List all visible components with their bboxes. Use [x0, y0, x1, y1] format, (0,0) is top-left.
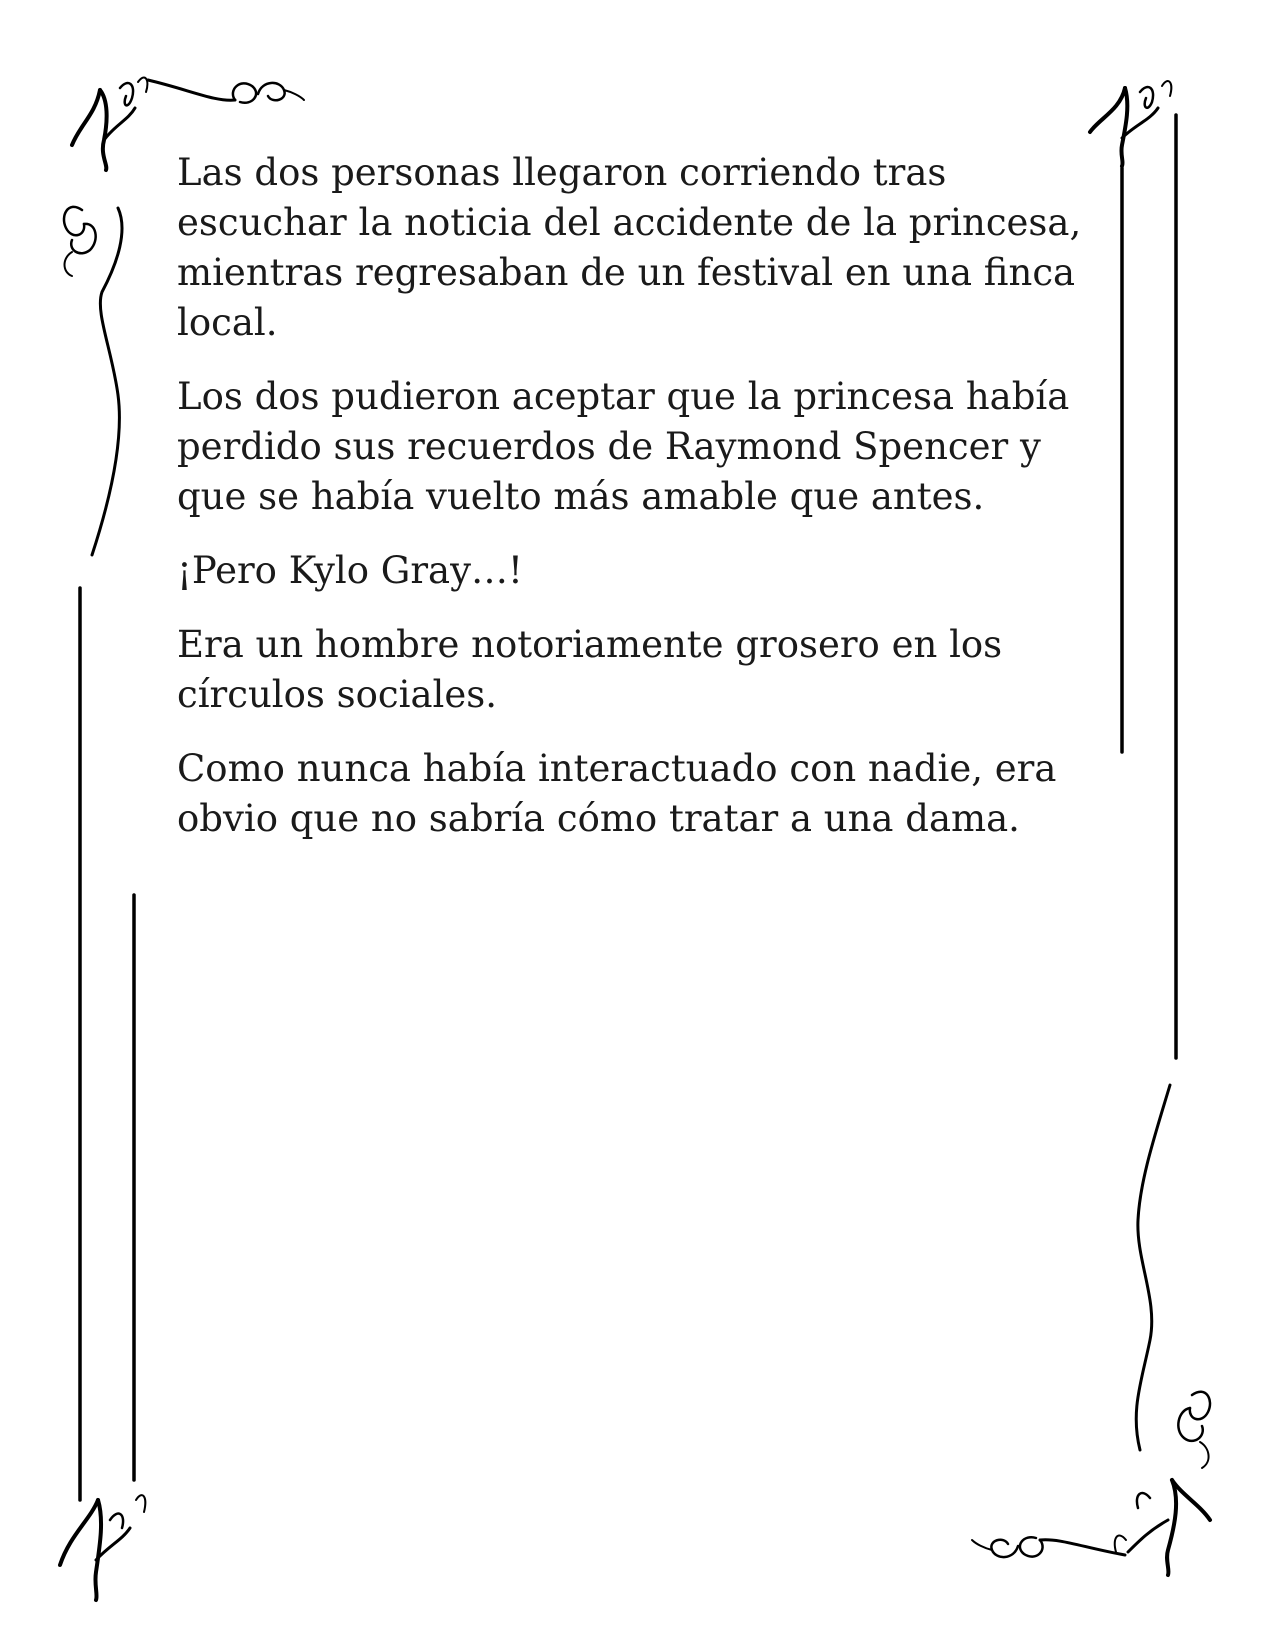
page-text: [177, 148, 1097, 868]
paragraph: ¡Pero Kylo Gray…!: [177, 549, 523, 592]
flourish-bottom-right: [972, 1085, 1210, 1575]
paragraph: Las dos personas llegaron corriendo tras escuchar la noticia del accidente de la princesa, mientras regresaban de un festival en una finca local.: [177, 151, 1082, 344]
paragraph: Los dos pudieron aceptar que la princesa había perdido sus recuerdos de Raymond Spencer y que se había vuelto más amable que antes.: [177, 375, 1070, 518]
flourish-bottom-left: [60, 1495, 145, 1600]
paragraph: Como nunca había interactuado con nadie, era obvio que no sabría cómo tratar a una dama.: [177, 747, 1057, 840]
flourish-top-right: [1090, 81, 1171, 166]
paragraph: Era un hombre notoriamente grosero en los círculos sociales.: [177, 623, 1003, 716]
